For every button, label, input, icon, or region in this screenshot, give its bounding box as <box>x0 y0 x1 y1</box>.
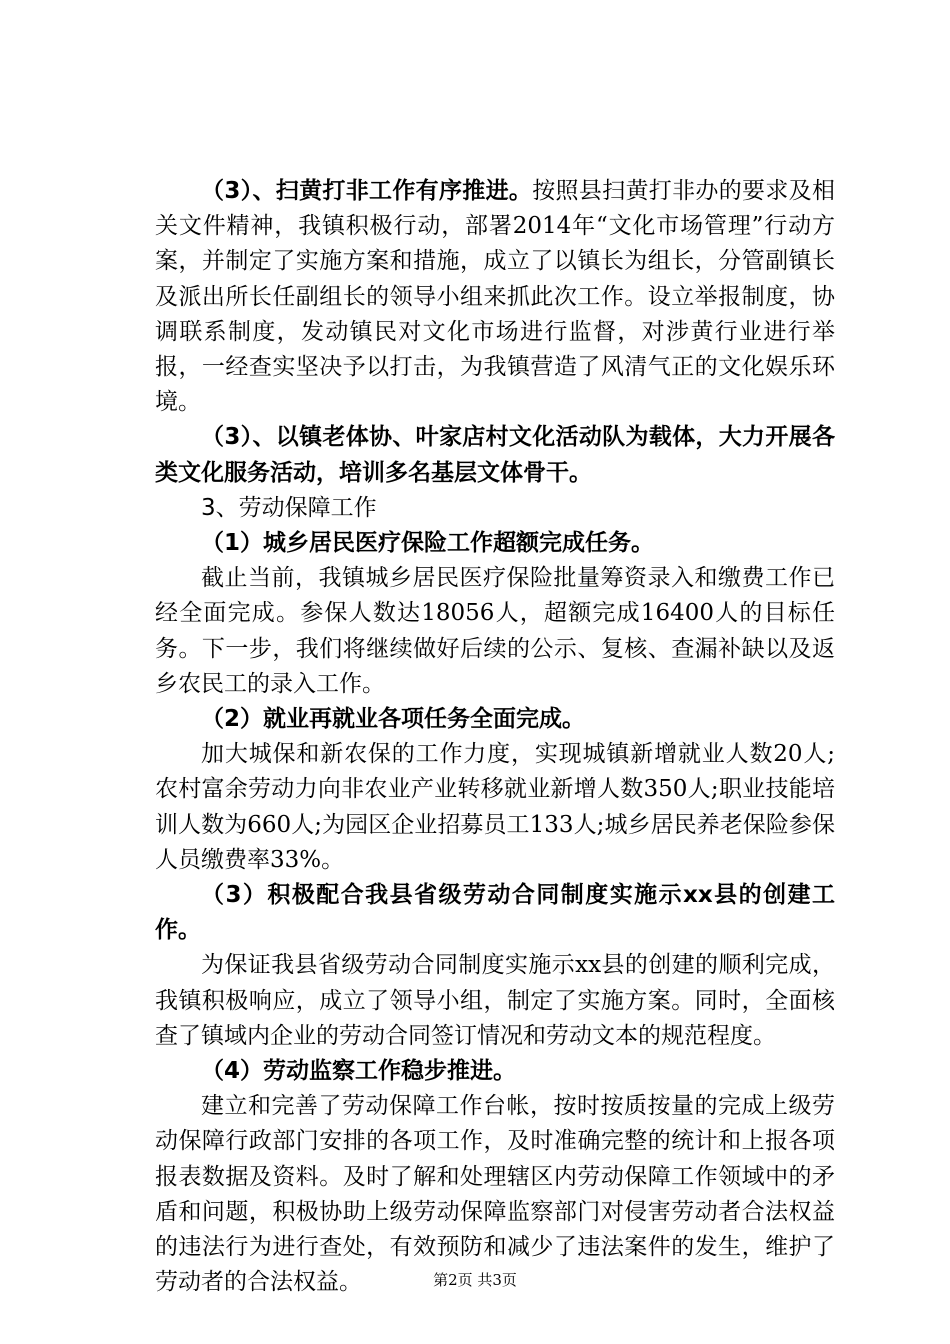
document-body <box>155 174 835 1301</box>
subheading-labor-supervision: （4）劳动监察工作稳步推进。 <box>201 1058 517 1085</box>
subheading-medical-insurance: （1）城乡居民医疗保险工作超额完成任务。 <box>201 530 655 557</box>
paragraph-labor-contract: 为保证我县省级劳动合同制度实施示xx县的创建的顺利完成，我镇积极响应，成立了领导小组，制定了实施方案。同时，全面核查了镇域内企业的劳动合同签订情况和劳动文本的规范程度。 <box>155 952 835 1049</box>
page-footer: 第2页 共3页 <box>433 1271 517 1289</box>
paragraph-1-lead: （3）、扫黄打非工作有序推进。 <box>201 178 533 204</box>
paragraph-1 <box>155 174 835 420</box>
paragraph-labor-supervision: 建立和完善了劳动保障工作台帐，按时按质按量的完成上级劳动保障行政部门安排的各项工作，及时准确完整的统计和上报各项报表数据及资料。及时了解和处理辖区内劳动保障工作领域中的矛盾和问题，积极协助上级劳动保障监察部门对侵害劳动者合法权益的违法行为进行查处，有效预防和减少了违法案件的发生，维护了劳动者的合法权益。 <box>155 1093 835 1296</box>
paragraph-medical-insurance: 截止当前，我镇城乡居民医疗保险批量筹资录入和缴费工作已经全面完成。参保人数达18056人，超额完成16400人的目标任务。下一步，我们将继续做好后续的公示、复核、查漏补缺以及返乡农民工的录入工作。 <box>155 565 835 697</box>
section-heading-labor: 3、劳动保障工作 <box>201 494 377 521</box>
subheading-employment: （2）就业再就业各项任务全面完成。 <box>201 706 586 733</box>
paragraph-1-text: 按照县扫黄打非办的要求及相关文件精神，我镇积极行动，部署2014年“文化市场管理”行动方案，并制定了实施方案和措施，成立了以镇长为组长，分管副镇长及派出所长任副组长的领导小组来抓此次工作。设立举报制度，协调联系制度，发动镇民对文化市场进行监督，对涉黄行业进行举报，一经查实坚决予以打击，为我镇营造了风清气正的文化娱乐环境。 <box>155 178 835 416</box>
subheading-labor-contract: （3）积极配合我县省级劳动合同制度实施示xx县的创建工作。 <box>155 882 835 944</box>
paragraph-employment: 加大城保和新农保的工作力度，实现城镇新增就业人数20人;农村富余劳动力向非农业产业转移就业新增人数350人;职业技能培训人数为660人;为园区企业招募员工133人;城乡居民养老保险参保人员缴费率33%。 <box>155 741 835 873</box>
paragraph-2: （3）、以镇老体协、叶家店村文化活动队为载体，大力开展各类文化服务活动，培训多名基层文体骨干。 <box>155 424 835 486</box>
